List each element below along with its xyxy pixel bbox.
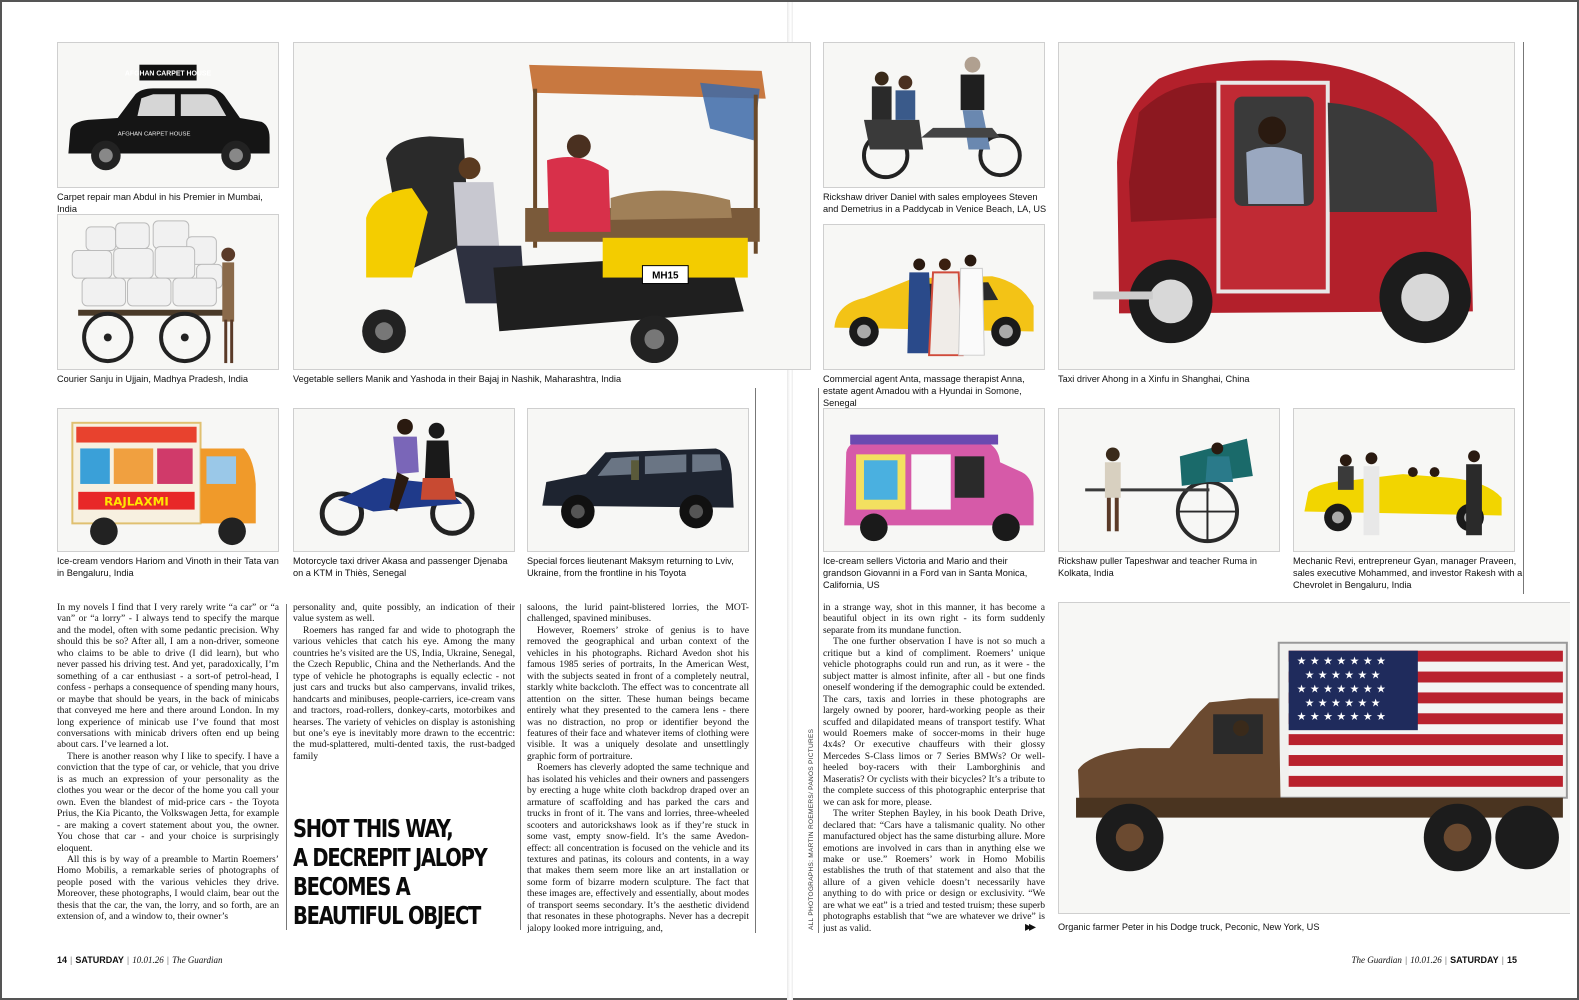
- issue-date: 10.01.26: [132, 955, 164, 965]
- paragraph: The writer Stephen Bayley, in his book Death Drive, declared that: “Cars have a talismanic quality. No other manufactured object has the same disturbing allure. More emotions are involved in cars than in anything else we make or use.” Roemers’ work in Homo Mobilis establishes the truth of that statement and also that the allure of a given vehicle doesn’t necessarily have anything to do with price or design or exclusivity. “We are what we eat” is a tried and tested truism; these superb photographs establish that “we are whatever we drive” is just as valid.: [823, 808, 1045, 934]
- paragraph: In my novels I find that I very rarely write “a car” or “a van” or “a lorry” - I always tend to specify the marque and the model, often with some pedantic precision. Why should this be so? After all, I am a non-driver, someone who claims to be able to drive (I did learn), but who never passed his driving test. And yet, paradoxically, I’m something of a car enthusiast - a sort-of petrol-head, I confess - perhaps a consequence of spending many hours, or maybe that should be years, in the back of minicabs that conveyed me here and there around London. In my long experience of minicab use I’ve found that most conversations with minicab drivers often end up being about cars. I’ve learned a lot.: [57, 602, 279, 751]
- pull-quote-line: SHOT THIS WAY,: [293, 814, 453, 843]
- paragraph: saloons, the lurid paint-blistered lorries, the MOT-challenged, spavined minibuses.: [527, 602, 749, 625]
- photo-kolkata-rickshaw: [1058, 408, 1280, 552]
- caption-chevrolet: Mechanic Revi, entrepreneur Gyan, manager Praveen, sales executive Mohammed, and investor Rakesh with a Chevrolet in Bengaluru, India: [1293, 556, 1523, 590]
- svg-text:★ ★ ★ ★ ★ ★ ★: ★ ★ ★ ★ ★ ★ ★: [1296, 654, 1386, 668]
- pull-quote-line: A DECREPIT JALOPY: [293, 843, 487, 872]
- photo-courier-cart: [57, 214, 279, 370]
- photo-dodge-truck: [1058, 602, 1570, 914]
- svg-text:★ ★ ★ ★ ★ ★ ★: ★ ★ ★ ★ ★ ★ ★: [1296, 710, 1386, 724]
- photo-motorcycle-ktm: [293, 408, 515, 552]
- end-mark-arrows: ▸▸: [1025, 919, 1034, 935]
- photo-icecream-tata: [57, 408, 279, 552]
- pull-quote-line: BEAUTIFUL OBJECT: [293, 901, 481, 930]
- photo-icecream-ford: [823, 408, 1045, 552]
- paragraph: Roemers has cleverly adopted the same technique and has isolated his vehicles and their owners and passengers by erecting a huge white cloth backdrop draped over an armature of scaffolding and has parked the cars and trucks in front of it. The vans and lorries, three-wheeled scooters and autorickshaws look as if they’re stuck in some vast, empty snow-field. It’s the same Avedon-effect: all concentration is focused on the vehicle and its textures and patinas, its colours and contents, in a way that makes them seem more like an art installation or some form of bizarre modern sculpture. The fact that these images are, effectively and essentially, about modes of transport seems secondary. It’s the aesthetic dividend that resonates in these photographs. Never has a decrepit jalopy looked more intriguing, and,: [527, 762, 749, 934]
- photo-hyundai-senegal: [823, 224, 1045, 370]
- paragraph: There is another reason why I like to specify. I have a conviction that the type of car, or vehicle, that you drive is as much an expression of your personality as the clothes you wear or the decor of the home you call your own. Even the blandest of mid-price cars - the Toyota Prius, the Kia Picanto, the Volkswagen Jetta, for example - are making a covert statement about you, the owner. You chose that car - and your choice is surprisingly eloquent.: [57, 750, 279, 854]
- folio-left: 14 | SATURDAY | 10.01.26 | The Guardian: [57, 955, 223, 965]
- page-number: 14: [57, 955, 68, 965]
- caption-hyundai: Commercial agent Anta, massage therapist Anna, estate agent Amadou with a Hyundai in Somone, Senegal: [823, 374, 1025, 408]
- svg-text:★ ★ ★ ★ ★ ★: ★ ★ ★ ★ ★ ★: [1304, 668, 1381, 682]
- vegetable-plate: MH15: [652, 270, 679, 282]
- article-column-4: [823, 602, 1045, 934]
- caption-courier: Courier Sanju in Ujjain, Madhya Pradesh, India: [57, 374, 248, 384]
- paragraph: Roemers has ranged far and wide to photograph the various vehicles that catch his eye. Among the many countries he’s visited are the US, India, Ukraine, Senegal, the Czech Republic, China and the Netherlands. And the type of vehicle he photographs is equally eclectic - not just cars and trucks but also campervans, invalid trikes, handcarts and minibuses, people-carriers, ice-cream vans and tractors, road-rollers, donkey-carts, motorbikes and hearses. The variety of vehicles on display is astonishing but one’s eye is inevitably more drawn to the eccentric: the mud-splattered, multi-dented taxis, the rust-badged family: [293, 624, 515, 762]
- article-column-2: [293, 602, 515, 770]
- paragraph: personality and, quite possibly, an indication of their value system as well.: [293, 602, 515, 625]
- svg-text:★ ★ ★ ★ ★ ★ ★: ★ ★ ★ ★ ★ ★ ★: [1296, 682, 1386, 696]
- page-rule-right: [1523, 42, 1524, 594]
- svg-text:★ ★ ★ ★ ★ ★: ★ ★ ★ ★ ★ ★: [1304, 696, 1381, 710]
- publication-name: The Guardian: [172, 955, 223, 965]
- photo-xinfu-taxi: [1058, 42, 1515, 370]
- carpet-door-text: AFGHAN CARPET HOUSE: [117, 131, 191, 138]
- pull-quote: [293, 814, 487, 930]
- caption-icecream-ford: Ice-cream sellers Victoria and Mario and their grandson Giovanni in a Ford van in Santa Monica, California, US: [823, 556, 1028, 590]
- column-rule: [818, 388, 819, 933]
- caption-kolkata: Rickshaw puller Tapeshwar and teacher Ruma in Kolkata, India: [1058, 556, 1257, 578]
- column-rule: [755, 388, 756, 933]
- column-rule: [286, 604, 287, 930]
- folio-right: The Guardian | 10.01.26 | SATURDAY | 15: [1351, 955, 1517, 965]
- caption-paddycab: Rickshaw driver Daniel with sales employees Steven and Demetrius in a Paddycab in Venice Beach, LA, US: [823, 192, 1047, 214]
- page-number: 15: [1506, 955, 1517, 965]
- us-flag-mural: [1289, 651, 1563, 790]
- photo-chevrolet-bengaluru: [1293, 408, 1515, 552]
- column-rule: [520, 604, 521, 930]
- caption-special-forces: Special forces lieutenant Maksym returning to Lviv, Ukraine, from the frontline in his Toyota: [527, 556, 734, 578]
- section-name: SATURDAY: [75, 955, 124, 965]
- rajlaxmi-sign: RAJLAXMI: [104, 494, 169, 509]
- section-name: SATURDAY: [1450, 955, 1499, 965]
- caption-xinfu: Taxi driver Ahong in a Xinfu in Shanghai, China: [1058, 374, 1250, 384]
- carpet-roof-sign: AFGHAN CARPET HOUSE: [124, 70, 212, 78]
- caption-dodge: Organic farmer Peter in his Dodge truck, Peconic, New York, US: [1058, 922, 1320, 932]
- photo-carpet-premier: [57, 42, 279, 188]
- photo-vegetable-bajaj: [293, 42, 811, 370]
- pull-quote-line: BECOMES A: [293, 872, 410, 901]
- photo-toyota-ukraine: [527, 408, 749, 552]
- issue-date: 10.01.26: [1410, 955, 1442, 965]
- paragraph: in a strange way, shot in this manner, it has become a beautiful object in its own right - its form suddenly separate from its mundane function.: [823, 602, 1045, 636]
- article-column-1: [57, 602, 279, 934]
- article-column-3: [527, 602, 749, 934]
- paragraph: However, Roemers’ stroke of genius is to have removed the geographical and urban context of the vehicles in his photographs. Richard Avedon shot his famous 1985 series of portraits, In the American West, with the subjects seated in front of a completely neutral, starkly white backcloth. The effect was to concentrate all attention on the sitter. These human beings became entirely what they presented to the camera lens - there was no distraction, no prop or identifier beyond the features of their face and whatever items of clothing were visible. It was a uniquely desolate and unsettlingly graphic form of portraiture.: [527, 624, 749, 762]
- caption-icecream-tata: Ice-cream vendors Hariom and Vinoth in their Tata van in Bengaluru, India: [57, 556, 279, 578]
- caption-carpet: Carpet repair man Abdul in his Premier in Mumbai, India: [57, 192, 263, 214]
- paragraph: The one further observation I have is not so much a critique but a kind of compliment. Roemers’ unique vehicle photographs could run and run, as it were - the subject matter is almost infinite, after all - but one finds oneself wondering if the demographic could be extended. The cars, taxis and lorries in these photographs are largely owned by poorer, hard-working people as their scuffed and dilapidated means of transport testify. What would Roemers make of soccer-moms in their huge 4x4s? Or executive chauffeurs with their glossy Mercedes S-Class limos or 7 Series BMWs? Or well-heeled boy-racers with their Lamborghinis and Maseratis? Or cyclists with their bicycles? It’s a tribute to the complete success of this photographic enterprise that we can ask for more, please.: [823, 636, 1045, 808]
- photo-paddycab: [823, 42, 1045, 188]
- photo-credit: ALL PHOTOGRAPHS: MARTIN ROEMERS/ PANOS PICTURES: [808, 728, 815, 930]
- paragraph: All this is by way of a preamble to Martin Roemers’ Homo Mobilis, a remarkable series of photographs of people posed with the various vehicles they drive. Moreover, these photographs, I would claim, bear out the thesis that the car, the van, the lorry, and so forth, are an extension of, and a window to, their owner’s: [57, 853, 279, 923]
- caption-vegetable: Vegetable sellers Manik and Yashoda in their Bajaj in Nashik, Maharashtra, India: [293, 374, 622, 384]
- caption-motorcycle: Motorcycle taxi driver Akasa and passenger Djenaba on a KTM in Thiès, Senegal: [293, 556, 508, 578]
- publication-name: The Guardian: [1351, 955, 1402, 965]
